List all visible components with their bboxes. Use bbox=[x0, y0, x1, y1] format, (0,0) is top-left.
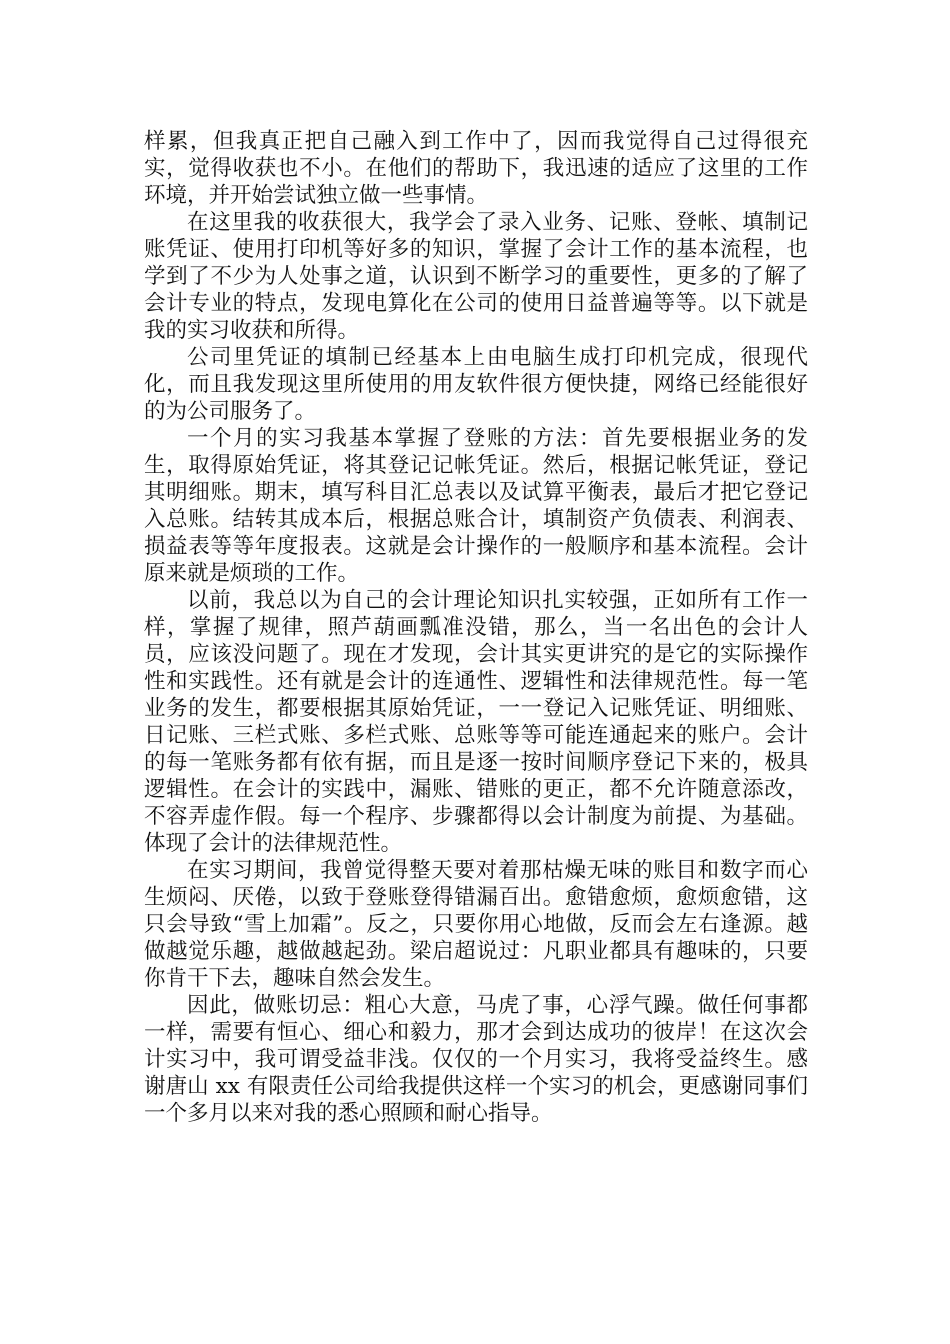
paragraph-3: 公司里凭证的填制已经基本上由电脑生成打印机完成，很现代化，而且我发现这里所使用的用友软件很方便快捷，网络已经能很好的为公司服务了。 bbox=[144, 345, 808, 424]
paragraph-4: 一个月的实习我基本掌握了登账的方法：首先要根据业务的发生，取得原始凭证，将其登记记帐凭证。然后，根据记帐凭证，登记其明细账。期末，填写科目汇总表以及试算平衡表，最后才把它登记入总账。结转其成本后，根据总账合计，填制资产负债表、利润表、损益表等等年度报表。这就是会计操作的一般顺序和基本流程。会计原来就是烦琐的工作。 bbox=[144, 426, 808, 586]
paragraph-5: 以前，我总以为自己的会计理论知识扎实较强，正如所有工作一样，掌握了规律，照芦葫画瓢准没错，那么，当一名出色的会计人员，应该没问题了。现在才发现，会计其实更讲究的是它的实际操作性和实践性。还有就是会计的连通性、逻辑性和法律规范性。每一笔业务的发生，都要根据其原始凭证，一一登记入记账凭证、明细账、日记账、三栏式账、多栏式账、总账等等可能连通起来的账户。会计的每一笔账务都有依有据，而且是逐一按时间顺序登记下来的，极具逻辑性。在会计的实践中，漏账、错账的更正，都不允许随意添改，不容弄虚作假。每一个程序、步骤都得以会计制度为前提、为基础。体现了会计的法律规范性。 bbox=[144, 588, 808, 856]
paragraph-6: 在实习期间，我曾觉得整天要对着那枯燥无味的账目和数字而心生烦闷、厌倦，以致于登账登得错漏百出。愈错愈烦，愈烦愈错，这只会导致“雪上加霜”。反之，只要你用心地做，反而会左右逢源。越做越觉乐趣，越做越起劲。梁启超说过：凡职业都具有趣味的，只要你肯干下去，趣味自然会发生。 bbox=[144, 858, 808, 991]
paragraph-2: 在这里我的收获很大，我学会了录入业务、记账、登帐、填制记账凭证、使用打印机等好多的知识，掌握了会计工作的基本流程，也学到了不少为人处事之道，认识到不断学习的重要性，更多的了解了会计专业的特点，发现电算化在公司的使用日益普遍等等。以下就是我的实习收获和所得。 bbox=[144, 210, 808, 343]
paragraph-7: 因此，做账切忌：粗心大意，马虎了事，心浮气躁。做任何事都一样，需要有恒心、细心和毅力，那才会到达成功的彼岸！在这次会计实习中，我可谓受益非浅。仅仅的一个月实习，我将受益终生。感谢唐山 xx 有限责任公司给我提供这样一个实习的机会，更感谢同事们一个多月以来对我的悉心照顾和耐心指导。 bbox=[144, 993, 808, 1126]
document-body bbox=[144, 128, 808, 1127]
paragraph-1: 样累，但我真正把自己融入到工作中了，因而我觉得自己过得很充实，觉得收获也不小。在他们的帮助下，我迅速的适应了这里的工作环境，并开始尝试独立做一些事情。 bbox=[144, 129, 808, 208]
